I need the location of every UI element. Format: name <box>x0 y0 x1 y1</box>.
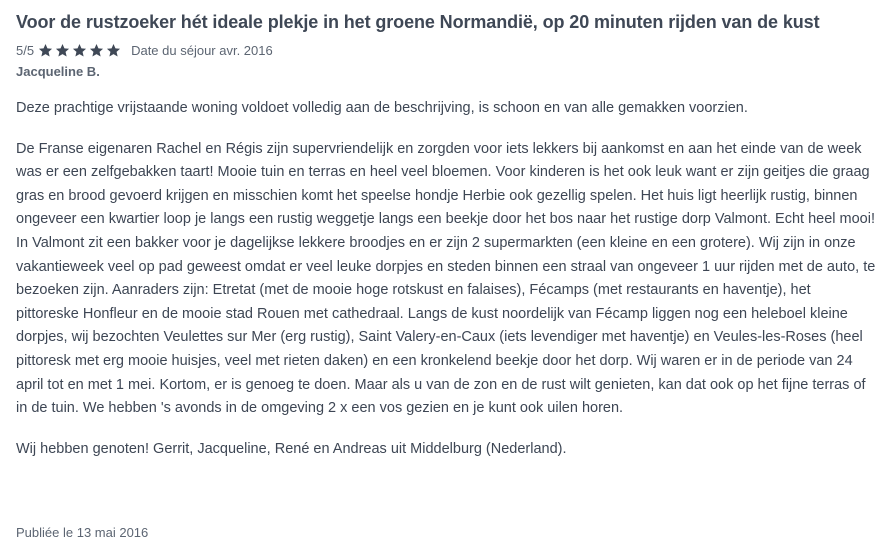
review-paragraph: De Franse eigenaren Rachel en Régis zijn supervriendelijk en zorgden voor iets lekkers bij aankomst en aan het einde van de week was er een zelfgebakken taart! Mooie tuin en terras en heel veel bloemen. Voor kinderen is het ook leuk want er zijn geitjes die graag gras en brood gevoerd krijgen en misschien komt het speelse hondje Herbie ook gezellig spelen. Het huis ligt heerlijk rustig, binnen ongeveer een kwartier loop je langs een rustig weggetje langs een beekje door het bos naar het rustige dorp Valmont. Echt heel mooi! In Valmont zit een bakker voor je dagelijkse lekkere broodjes en er zijn 2 supermarkten (een kleine en een grotere). Wij zijn in onze vakantieweek veel op pad geweest omdat er veel leuke dorpjes en steden binnen een straal van ongeveer 1 uur rijden met de auto, te bezoeken zijn. Aanraders zijn: Etretat (met de mooie hoge rotskust en falaises), Fécamps (met restaurants en haventje), het pittoreske Honfleur en de mooie stad Rouen met cathedraal. Langs de kust noordelijk van Fécamp liggen nog een heleboel kleine dorpjes, wij bezochten Veulettes sur Mer (erg rustig), Saint Valery-en-Caux (iets levendiger met haventje) en Veules-les-Roses (heel pittoresk met erg mooie huisjes, veel met rieten daken) en een kronkelend beekje door het dorp. Wij waren er in de periode van 24 april tot en met 1 mei. Kortom, er is genoeg te doen. Maar als u van de zon en de rust wilt genieten, kan dat ook op het fijne terras of in de tuin. We hebben 's avonds in de omgeving 2 x een vos gezien en je kunt ook uilen horen. <box>16 140 876 417</box>
rating-score: 5/5 <box>16 42 35 58</box>
review-paragraph: Deze prachtige vrijstaande woning voldoet volledig aan de beschrijving, is schoon en van alle gemakken voorzien. <box>16 100 748 116</box>
review-title: Voor de rustzoeker hét ideale plekje in het groene Normandië, op 20 minuten rijden van de kust <box>16 12 820 32</box>
star-rating <box>38 43 123 58</box>
star-icon <box>72 43 87 58</box>
rating-row <box>16 41 873 59</box>
published-date: Publiée le 13 mai 2016 <box>16 525 149 540</box>
star-icon <box>106 43 121 58</box>
star-icon <box>55 43 70 58</box>
star-icon <box>38 43 53 58</box>
stay-date: Date du séjour avr. 2016 <box>131 42 273 58</box>
star-icon <box>89 43 104 58</box>
review-body <box>16 97 876 461</box>
review-author: Jacqueline B. <box>16 64 100 79</box>
review-paragraph: Wij hebben genoten! Gerrit, Jacqueline, René en Andreas uit Middelburg (Nederland). <box>16 440 567 457</box>
